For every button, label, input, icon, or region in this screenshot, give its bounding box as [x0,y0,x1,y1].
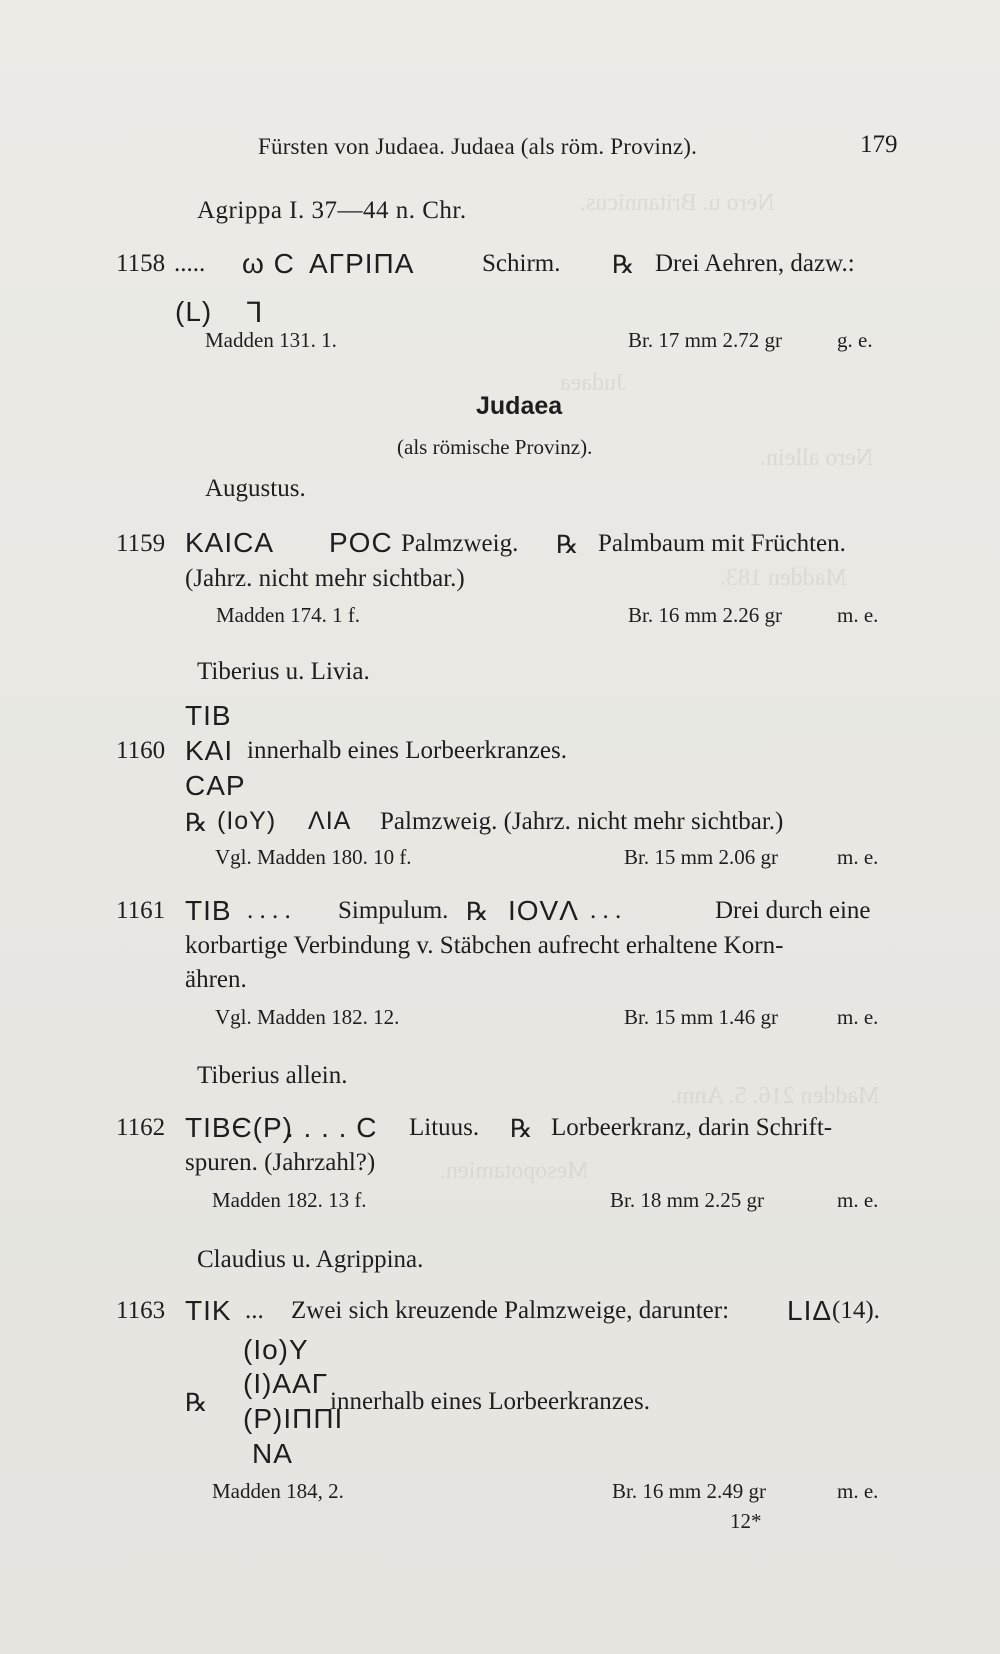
reverse-symbol: ℞ [185,810,208,837]
entry-number: 1158 [116,250,166,277]
obverse-description: Schirm. [482,250,561,277]
bleed-through-text: Madden 183. [720,565,847,591]
reference: Madden 174. 1 f. [216,603,361,627]
ellipsis: . . . . C [286,1112,378,1143]
entry-number: 1159 [116,530,166,557]
reference: Madden 182. 13 f. [212,1188,367,1212]
reverse-legend: ΝΑ [252,1438,293,1469]
running-header: Fürsten von Judaea. Judaea (als röm. Provinz). [258,134,698,159]
obverse-legend: ΤΙΒ [185,700,232,731]
condition: m. e. [837,603,879,627]
reverse-description: Drei Aehren, dazw.: [655,250,855,277]
condition: g. e. [837,328,873,352]
section-heading-tiberius-livia: Tiberius u. Livia. [197,658,370,685]
obverse-description: Zwei sich kreuzende Palmzweige, darunter: [291,1297,730,1324]
obverse-legend: CΑΡ [185,770,246,801]
weight: Br. 16 mm 2.49 gr [612,1479,767,1503]
entry-number: 1161 [116,897,166,924]
reverse-description: Drei durch eine [715,897,871,924]
obverse-legend: ΡΟC [329,527,393,558]
reference: Madden 131. 1. [205,328,337,352]
obverse-description: innerhalb eines Lorbeerkranzes. [247,737,567,764]
section-heading-augustus: Augustus. [205,475,306,502]
reverse-description: Palmzweig. (Jahrz. nicht mehr sichtbar.) [380,808,784,835]
date-legend: Ꞁ [247,297,264,328]
bleed-through-text: Nero u. Britannicus. [580,190,775,216]
condition: m. e. [837,1188,879,1212]
obverse-legend: ΚΑΙCΑ [185,527,275,558]
reverse-legend: (Ρ)ΙΠΠΙ [243,1403,344,1434]
condition: m. e. [837,1479,879,1503]
obverse-legend: ΤΙΚ [185,1295,232,1326]
reverse-symbol: ℞ [466,899,489,926]
weight: Br. 15 mm 2.06 gr [624,845,779,869]
entry-number: 1162 [116,1114,166,1141]
section-heading-claudius: Claudius u. Agrippina. [197,1246,424,1273]
section-heading-tiberius: Tiberius allein. [197,1062,348,1089]
bleed-through-text: Judaea [560,370,626,396]
weight: Br. 16 mm 2.26 gr [628,603,783,627]
weight: Br. 18 mm 2.25 gr [610,1188,765,1212]
ellipsis: . . . . [247,897,291,924]
bleed-through-text: Mesopotamien. [440,1158,589,1184]
obverse-legend: ΑΓΡΙΠΑ [309,248,415,279]
section-title-judaea: Judaea [476,392,563,420]
page-number: 179 [860,131,898,158]
note: (Jahrz. nicht mehr sichtbar.) [185,565,465,592]
obverse-legend: ω C [242,248,295,279]
obverse-legend: ΤΙΒЄ(Ρ) [185,1112,294,1143]
date-legend: LΙΔ [787,1295,833,1326]
obverse-legend: ΚΑΙ [185,735,234,766]
reverse-symbol: ℞ [185,1390,208,1417]
reverse-description: Palmbaum mit Früchten. [598,530,846,557]
obverse-description: Lituus. [409,1114,480,1141]
ellipsis: . . . [590,897,622,924]
weight: Br. 15 mm 1.46 gr [624,1005,779,1029]
reverse-legend: ΛΙΑ [308,807,352,835]
reference: Madden 184, 2. [212,1479,344,1503]
reverse-legend: ΙΟVΛ [508,895,579,926]
date-note: (14). [832,1297,880,1324]
reverse-legend: (ΙοΥ) [217,807,277,835]
obverse-legend: ΤΙΒ [185,895,232,926]
bleed-through-text: Madden 216. 5. Anm. [670,1083,880,1109]
reverse-description-cont: korbartige Verbindung v. Stäbchen aufrecht erhaltene Korn- [185,932,784,959]
section-heading-agrippa: Agrippa I. 37—44 n. Chr. [197,197,467,224]
condition: m. e. [837,1005,879,1029]
ellipsis: ..... [174,250,206,277]
reverse-description-cont: spuren. (Jahrzahl?) [185,1149,376,1176]
reference: Vgl. Madden 182. 12. [215,1005,400,1029]
signature-mark: 12* [730,1509,762,1533]
reverse-symbol: ℞ [510,1116,533,1143]
ellipsis: ... [245,1297,264,1324]
bleed-through-text: Nero allein. [760,445,874,471]
reverse-symbol: ℞ [612,252,635,279]
reverse-description-cont: ähren. [185,966,247,993]
reverse-legend: (Ιο)Υ [243,1334,309,1365]
reverse-description: innerhalb eines Lorbeerkranzes. [330,1388,650,1415]
entry-number: 1163 [116,1297,166,1324]
section-subtitle: (als römische Provinz). [397,435,593,459]
entry-number: 1160 [116,737,166,764]
obverse-description: Palmzweig. [401,530,519,557]
reverse-legend: (Ι)ΑΑΓ [243,1368,329,1399]
reverse-symbol: ℞ [556,532,579,559]
reverse-description: Lorbeerkranz, darin Schrift- [551,1114,833,1141]
reference: Vgl. Madden 180. 10 f. [215,845,412,869]
condition: m. e. [837,845,879,869]
weight: Br. 17 mm 2.72 gr [628,328,783,352]
obverse-description: Simpulum. [338,897,449,924]
date-legend: (L) [175,296,213,327]
